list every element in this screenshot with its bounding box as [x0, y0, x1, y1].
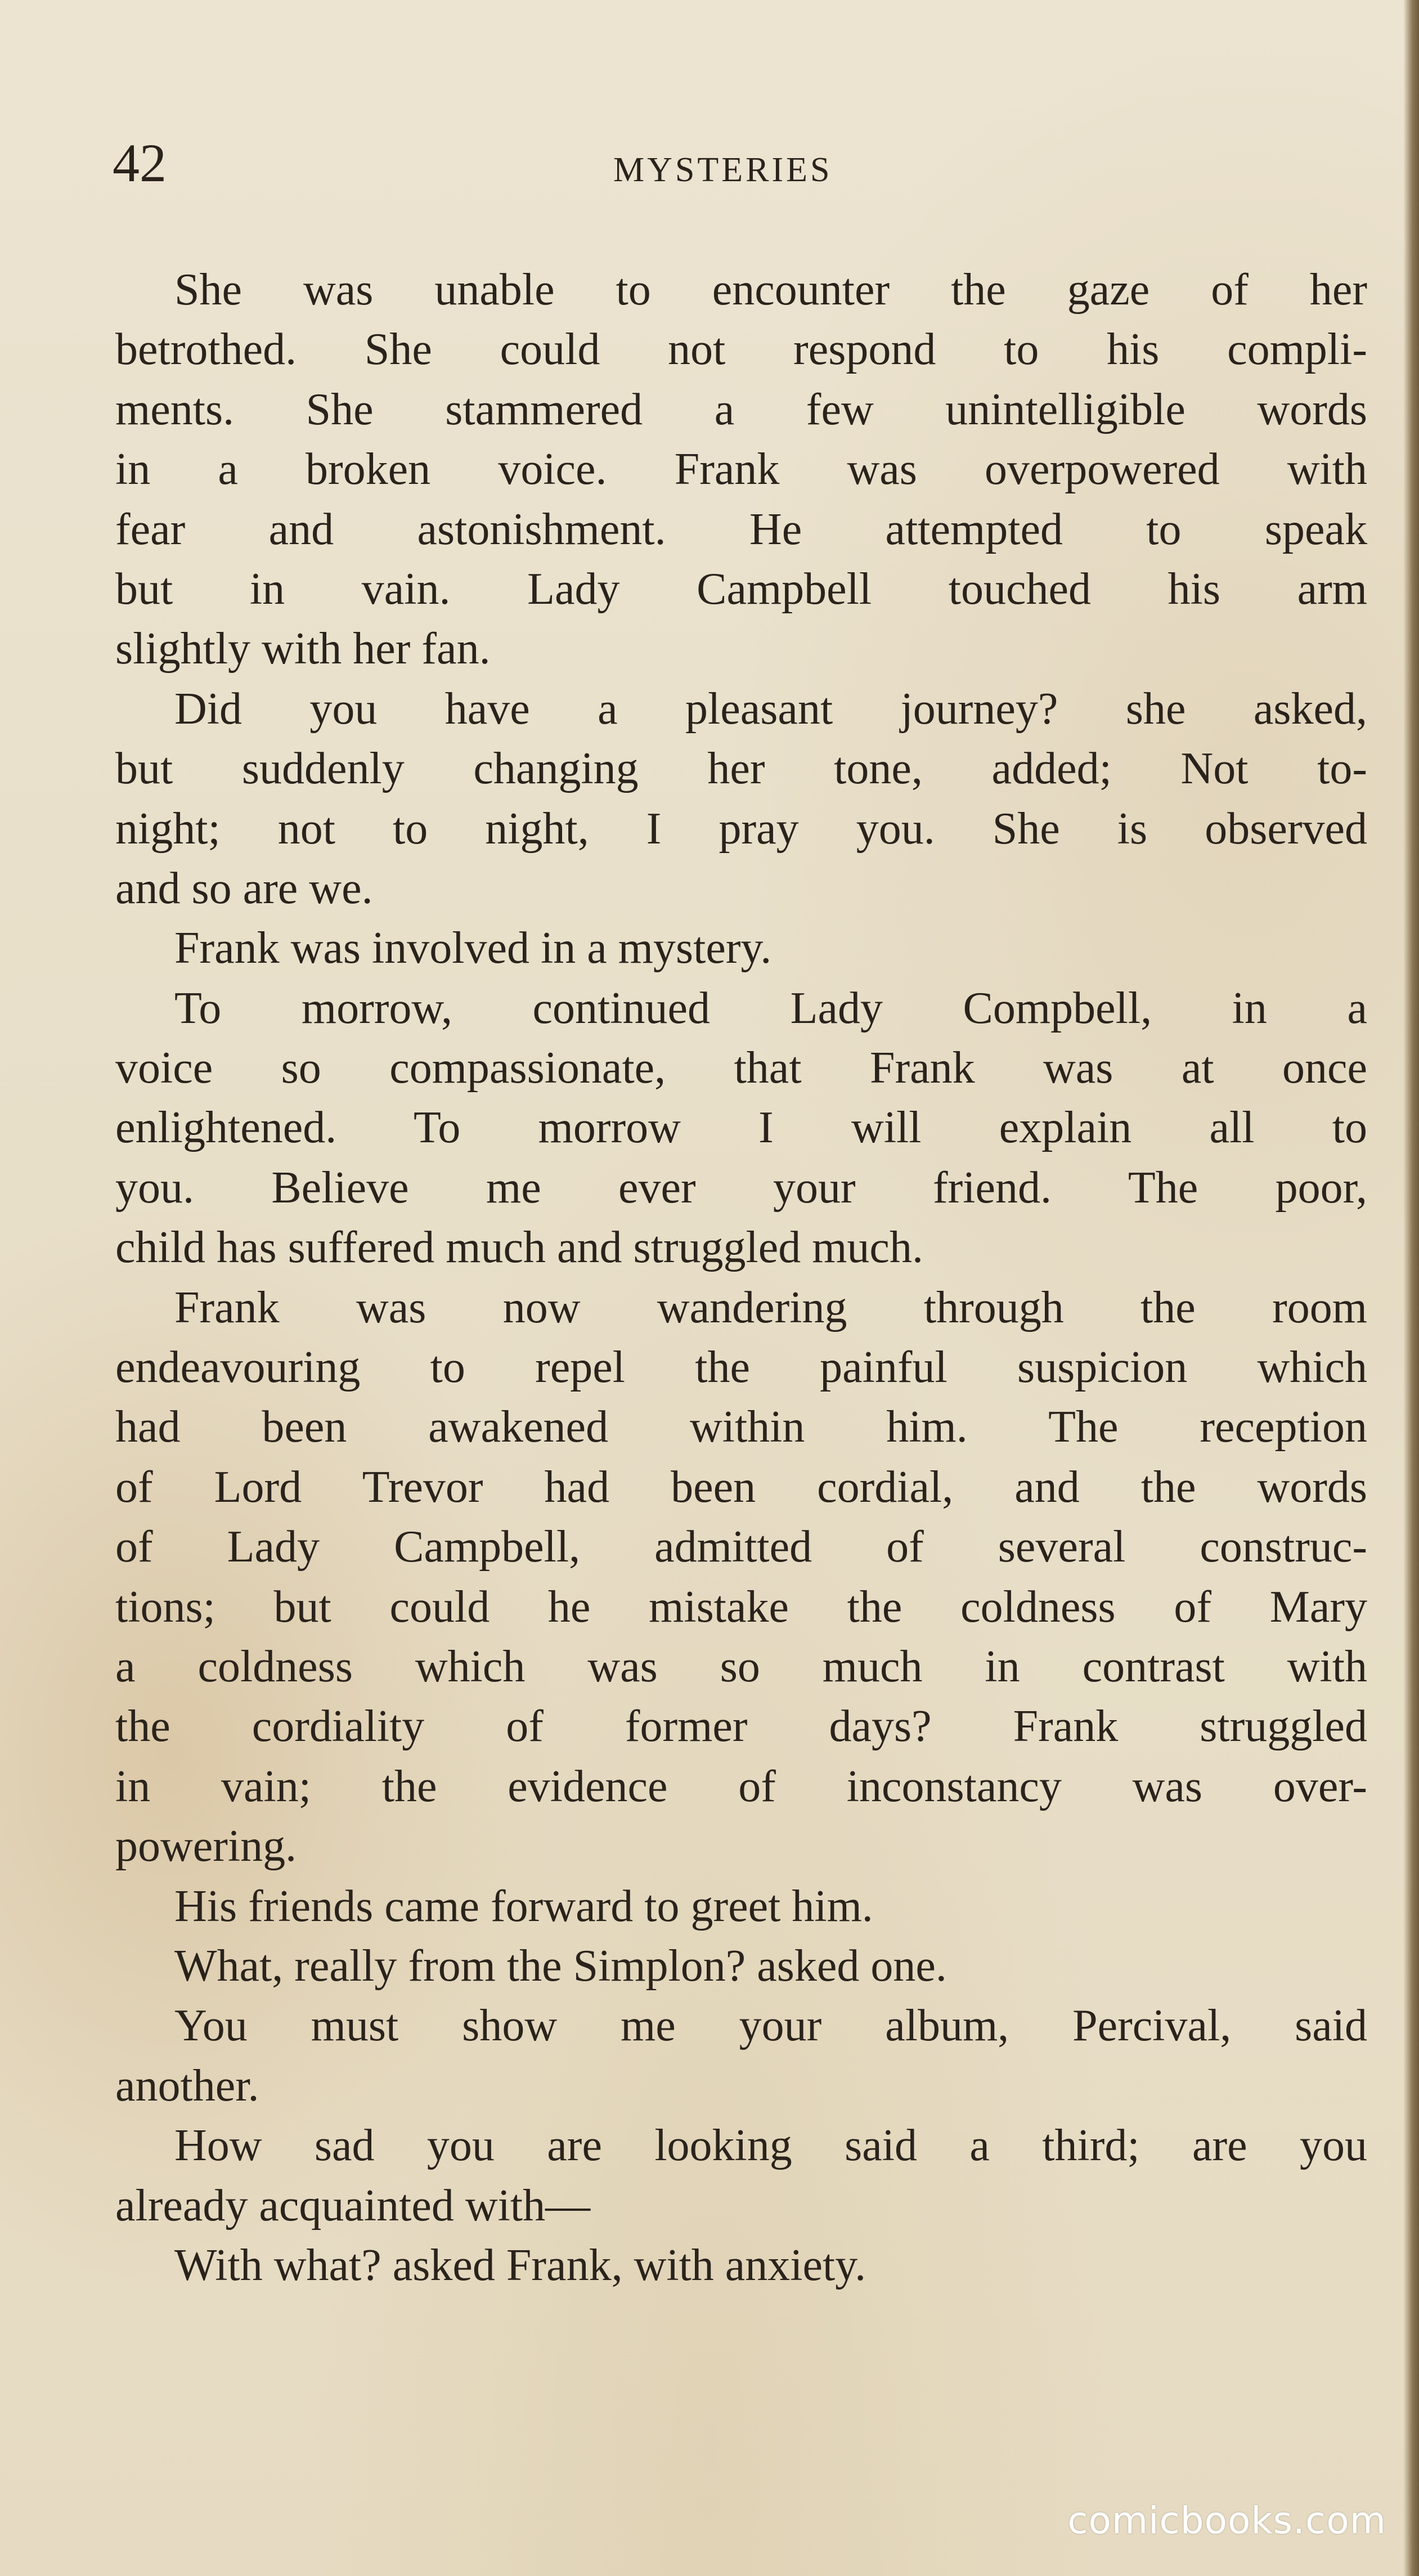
running-head: MYSTERIES [613, 151, 833, 189]
body-line: ments. She stammered a few unintelligible words [115, 384, 1367, 434]
body-line: child has suffered much and struggled much. [115, 1223, 923, 1273]
body-line: How sad you are looking said a third; are you [174, 2121, 1367, 2171]
body-line: night; not to night, I pray you. She is observed [115, 804, 1367, 854]
body-line: She was unable to encounter the gaze of her [174, 265, 1367, 315]
watermark: comicbooks.com [1067, 2499, 1386, 2542]
body-line: Frank was involved in a mystery. [174, 923, 772, 973]
body-line: and so are we. [115, 863, 373, 913]
body-line: but in vain. Lady Campbell touched his arm [115, 564, 1367, 614]
body-line: betrothed. She could not respond to his compli- [115, 325, 1367, 375]
page-number: 42 [113, 133, 167, 193]
body-line: but suddenly changing her tone, added; Not to- [115, 744, 1367, 794]
body-line: Did you have a pleasant journey? she asked, [174, 684, 1367, 734]
body-line: the cordiality of former days? Frank struggled [115, 1702, 1367, 1752]
body-line: enlightened. To morrow I will explain all to [115, 1103, 1367, 1153]
body-line: fear and astonishment. He attempted to speak [115, 504, 1367, 554]
body-text [115, 260, 1367, 2295]
body-line: endeavouring to repel the painful suspicion which [115, 1343, 1367, 1393]
body-line: powering. [115, 1821, 297, 1872]
body-line: had been awakened within him. The reception [115, 1402, 1367, 1452]
body-line: slightly with her fan. [115, 624, 491, 674]
body-line: To morrow, continued Lady Compbell, in a [174, 983, 1367, 1033]
body-line: What, really from the Simplon? asked one. [174, 1941, 947, 1991]
body-line: you. Believe me ever your friend. The poor, [115, 1163, 1367, 1213]
body-line: Frank was now wandering through the room [174, 1282, 1367, 1332]
body-line: already acquainted with— [115, 2180, 591, 2231]
body-line: another. [115, 2061, 259, 2111]
body-line: in a broken voice. Frank was overpowered with [115, 445, 1367, 495]
body-line: of Lady Campbell, admitted of several construc- [115, 1522, 1367, 1572]
body-line: With what? asked Frank, with anxiety. [174, 2240, 866, 2290]
body-line: You must show me your album, Percival, said [174, 2001, 1367, 2051]
body-line: voice so compassionate, that Frank was at once [115, 1043, 1367, 1093]
page-header [113, 135, 1384, 191]
body-line: in vain; the evidence of inconstancy was over- [115, 1761, 1367, 1811]
body-line: of Lord Trevor had been cordial, and the words [115, 1462, 1367, 1512]
page-edge-shadow [1403, 0, 1419, 2576]
body-line: tions; but could he mistake the coldness of Mary [115, 1582, 1367, 1632]
body-line: a coldness which was so much in contrast with [115, 1641, 1367, 1691]
body-line: His friends came forward to greet him. [174, 1881, 873, 1931]
